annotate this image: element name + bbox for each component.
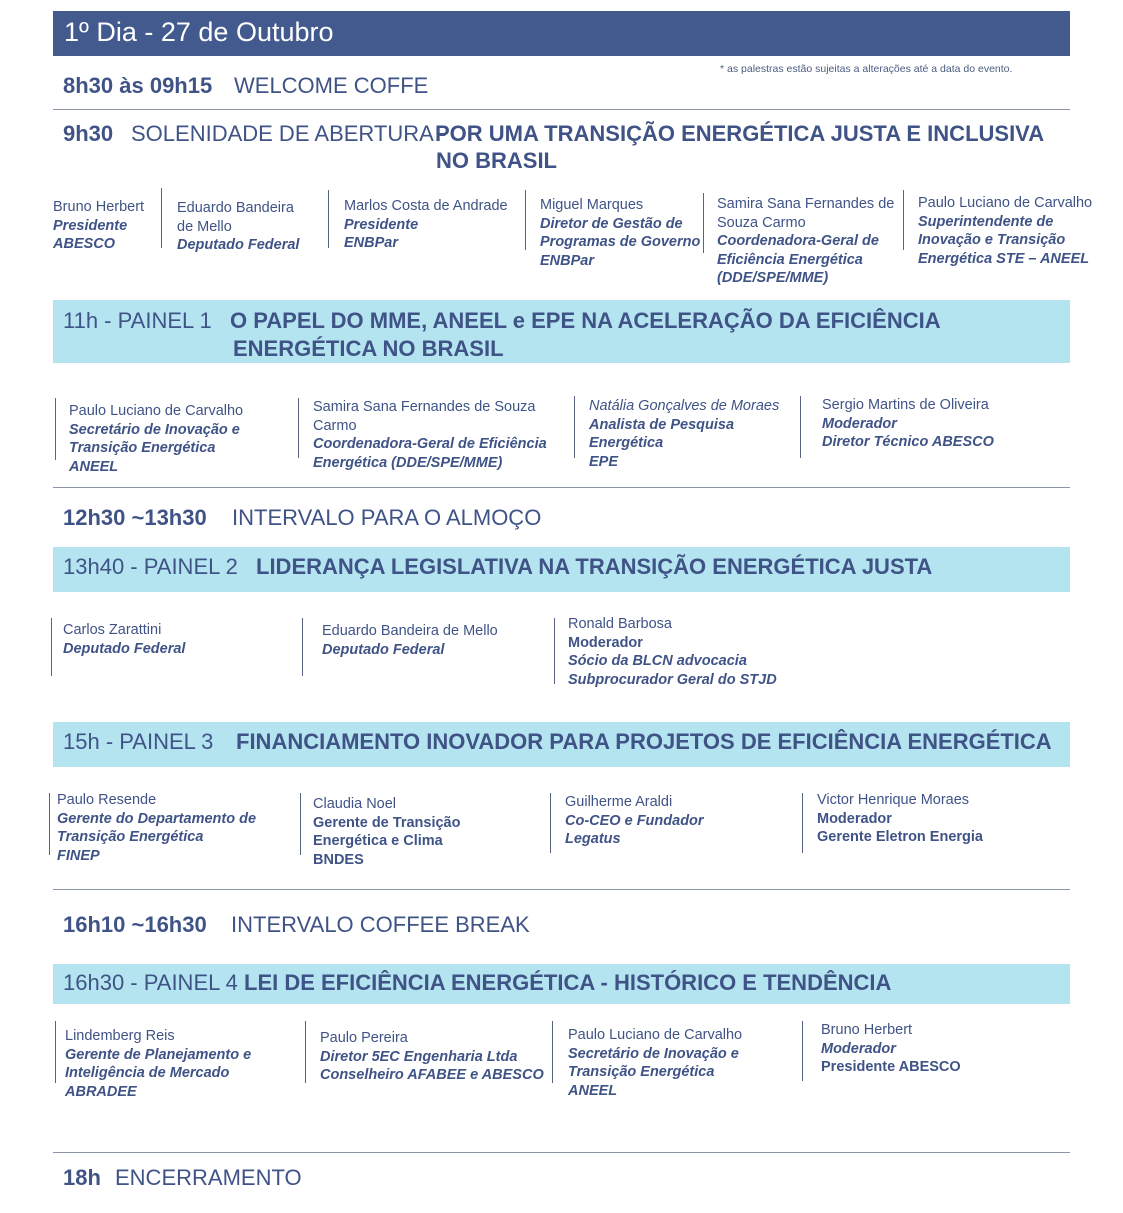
speaker-role: Gerente do Departamento de [57, 810, 257, 827]
speaker-org: ENBPar [344, 235, 398, 251]
divider [802, 1021, 803, 1081]
speaker-role: Presidente [344, 216, 419, 233]
divider [53, 889, 1070, 890]
lunch-time: 12h30 ~13h30 [63, 505, 207, 530]
speaker-card [57, 791, 287, 865]
speaker-name: Marlos Costa de Andrade [344, 198, 508, 214]
speaker-card [69, 402, 289, 476]
divider [800, 396, 801, 458]
speaker-name: Natália Gonçalves de Moraes [589, 398, 780, 414]
disclaimer-note: * as palestras estão sujeitas a alterações até a data do evento. [720, 63, 1013, 75]
panel-2-label: 13h40 - PAINEL 2 [63, 554, 238, 579]
speaker-name: Guilherme Araldi [565, 794, 673, 810]
speaker-role: Coordenadora-Geral de Eficiência [313, 436, 547, 452]
speaker-org: ANEEL [69, 458, 119, 475]
speaker-card [313, 398, 568, 472]
speaker-role: Deputado Federal [63, 640, 186, 657]
panel-4-bar [53, 964, 1070, 1004]
divider [53, 487, 1070, 488]
divider [802, 793, 803, 853]
divider [300, 793, 301, 855]
divider [574, 396, 575, 458]
divider [703, 193, 704, 253]
speaker-org: FINEP [57, 847, 100, 864]
speaker-name: Carmo [313, 417, 357, 434]
speaker-card [322, 622, 542, 659]
coffee-text: INTERVALO COFFEE BREAK [231, 912, 530, 937]
speaker-name: Paulo Luciano de Carvalho [69, 403, 244, 419]
speaker-role: Moderador [568, 634, 643, 651]
speaker-role: Eficiência Energética [717, 251, 863, 268]
speaker-card [63, 621, 283, 658]
divider [51, 618, 52, 676]
divider [550, 793, 551, 853]
speaker-name: Paulo Luciano de Carvalho [568, 1027, 743, 1043]
speaker-card [568, 615, 808, 689]
panel-1-bar [53, 300, 1070, 363]
speaker-name: Victor Henrique Moraes [817, 792, 970, 808]
divider [53, 109, 1070, 110]
panel-4-title: LEI DE EFICIÊNCIA ENERGÉTICA - HISTÓRICO E TENDÊNCIA [244, 970, 892, 995]
speaker-name: Bruno Herbert [821, 1022, 913, 1038]
divider [49, 793, 50, 855]
panel-1-title-line1: O PAPEL DO MME, ANEEL e EPE NA ACELERAÇÃO DA EFICIÊNCIA [230, 308, 941, 333]
speaker-org: Diretor Técnico ABESCO [822, 434, 994, 450]
divider [302, 618, 303, 676]
speaker-role: Diretor de Gestão de [540, 215, 683, 232]
divider [161, 188, 162, 248]
closing-text: ENCERRAMENTO [115, 1165, 302, 1190]
speaker-name: Paulo Pereira [320, 1030, 408, 1046]
panel-3-label: 15h - PAINEL 3 [63, 729, 214, 754]
panel-1-label: 11h - PAINEL 1 [63, 308, 212, 333]
divider [53, 1152, 1070, 1153]
speaker-role: Subprocurador Geral do STJD [568, 671, 777, 688]
divider [55, 1021, 56, 1083]
coffee-time: 16h10 ~16h30 [63, 912, 207, 937]
opening-title-line2: NO BRASIL [436, 148, 557, 173]
speaker-card [540, 196, 705, 270]
speaker-org: ENBPar [540, 252, 594, 269]
speaker-name: de Mello [177, 218, 232, 235]
speaker-name: Carlos Zarattini [63, 622, 162, 638]
welcome-time: 8h30 às 09h15 [63, 73, 213, 98]
speaker-name: Paulo Luciano de Carvalho [918, 195, 1093, 211]
divider [525, 190, 526, 250]
speaker-role: Analista de Pesquisa [589, 416, 735, 433]
speaker-name: Sergio Martins de Oliveira [822, 397, 989, 413]
speaker-card [320, 1029, 545, 1085]
speaker-card [821, 1021, 1041, 1077]
speaker-card [918, 194, 1108, 268]
speaker-role: Inovação e Transição [918, 232, 1066, 248]
closing-time: 18h [63, 1165, 101, 1190]
speaker-org: Legatus [565, 831, 621, 847]
speaker-name: Eduardo Bandeira de Mello [322, 623, 498, 639]
speaker-org: ABRADEE [65, 1083, 137, 1100]
speaker-card [177, 199, 322, 255]
divider [903, 190, 904, 250]
speaker-card [568, 1026, 793, 1100]
speaker-org: Energética STE – ANEEL [918, 250, 1090, 267]
speaker-role: Sócio da BLCN advocacia [568, 653, 747, 669]
speaker-name: Paulo Resende [57, 792, 157, 808]
speaker-card [589, 397, 794, 471]
speaker-role: Transição Energética [568, 1064, 715, 1080]
opening-label: SOLENIDADE DE ABERTURA - [131, 121, 447, 146]
panel-4-label: 16h30 - PAINEL 4 [63, 970, 238, 995]
speaker-card [313, 795, 533, 869]
speaker-role: Secretário de Inovação e [568, 1045, 739, 1062]
speaker-name: Souza Carmo [717, 214, 806, 231]
speaker-card [65, 1027, 295, 1101]
speaker-name: Miguel Marques [540, 197, 644, 213]
divider [552, 1021, 553, 1083]
speaker-role: Gerente de Transição [313, 814, 461, 831]
speaker-role: Programas de Governo [540, 234, 701, 250]
speaker-org: ABESCO [53, 236, 116, 252]
panel-3-title: FINANCIAMENTO INOVADOR PARA PROJETOS DE EFICIÊNCIA ENERGÉTICA [236, 729, 1052, 754]
speaker-org: Presidente ABESCO [821, 1059, 961, 1075]
speaker-org: Gerente Eletron Energia [817, 829, 983, 845]
speaker-role: Diretor 5EC Engenharia Ltda [320, 1048, 518, 1065]
day-title: 1º Dia - 27 de Outubro [64, 17, 334, 47]
speaker-role: Deputado Federal [322, 641, 445, 658]
speaker-role: Secretário de Inovação e [69, 421, 240, 438]
speaker-role: Coordenadora-Geral de [717, 233, 879, 249]
speaker-role: Transição Energética [69, 440, 216, 456]
speaker-card [565, 793, 785, 849]
speaker-role: Moderador [821, 1040, 896, 1057]
speaker-role: Superintendente de [918, 213, 1054, 230]
welcome-text: WELCOME COFFE [234, 73, 429, 98]
speaker-name: Samira Sana Fernandes de [717, 196, 895, 212]
speaker-role: Co-CEO e Fundador [565, 812, 704, 829]
speaker-role: Deputado Federal [177, 237, 300, 253]
lunch-text: INTERVALO PARA O ALMOÇO [232, 505, 542, 530]
speaker-card [817, 791, 1037, 847]
speaker-role: Gerente de Planejamento e [65, 1046, 252, 1063]
speaker-card [717, 195, 897, 288]
speaker-org: (DDE/SPE/MME) [717, 270, 829, 286]
speaker-org: ANEEL [568, 1082, 618, 1099]
speaker-card [822, 396, 1042, 452]
speaker-org: EPE [589, 453, 619, 470]
panel-2-title: LIDERANÇA LEGISLATIVA NA TRANSIÇÃO ENERGÉTICA JUSTA [256, 554, 933, 579]
speaker-org: BNDES [313, 851, 364, 868]
speaker-name: Bruno Herbert [53, 199, 145, 215]
speaker-role: Presidente [53, 217, 128, 234]
panel-1-title-line2: ENERGÉTICA NO BRASIL [233, 336, 504, 361]
day-header-bar [53, 11, 1070, 56]
speaker-role: Transição Energética [57, 829, 204, 845]
divider [298, 398, 299, 458]
divider [305, 1021, 306, 1083]
speaker-role: Conselheiro AFABEE e ABESCO [320, 1067, 544, 1083]
speaker-role: Energética e Clima [313, 833, 443, 849]
panel-2-bar [53, 547, 1070, 592]
speaker-name: Ronald Barbosa [568, 616, 672, 632]
speaker-role: Moderador [822, 415, 897, 432]
divider [554, 618, 555, 684]
opening-time: 9h30 [63, 121, 114, 146]
speaker-name: Claudia Noel [313, 796, 397, 812]
speaker-name: Samira Sana Fernandes de Souza [313, 399, 536, 415]
speaker-name: Eduardo Bandeira [177, 200, 294, 216]
speaker-role: Moderador [817, 810, 892, 827]
speaker-role: Energética (DDE/SPE/MME) [313, 454, 503, 471]
divider [328, 190, 329, 248]
speaker-role: Inteligência de Mercado [65, 1065, 230, 1081]
speaker-card [344, 197, 524, 253]
speaker-name: Lindemberg Reis [65, 1028, 175, 1044]
divider [55, 398, 56, 460]
speaker-role: Energética [589, 435, 664, 451]
opening-title-line1: POR UMA TRANSIÇÃO ENERGÉTICA JUSTA E INCLUSIVA [435, 121, 1045, 146]
speaker-card [53, 198, 158, 254]
panel-3-bar [53, 722, 1070, 767]
